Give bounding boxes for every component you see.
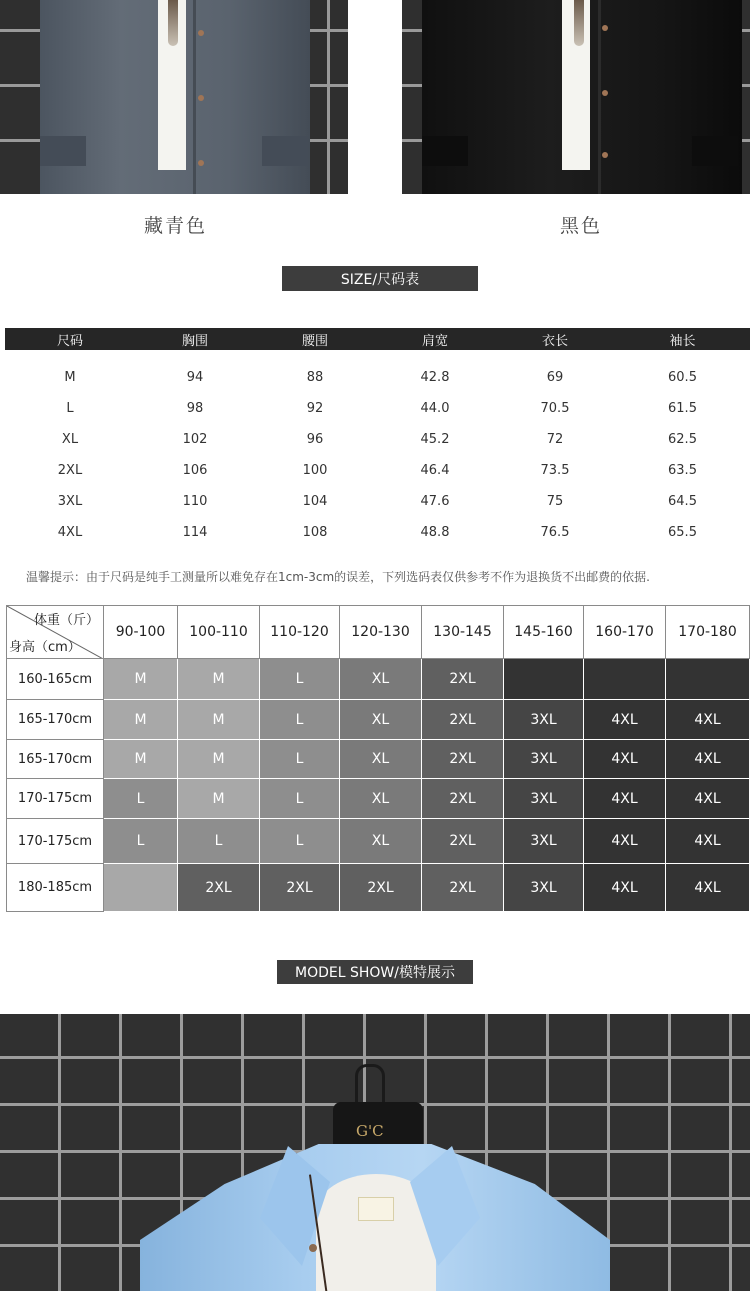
shirt-button <box>602 90 608 96</box>
weight-column-header: 110-120 <box>260 605 340 659</box>
table-cell: 114 <box>182 525 208 540</box>
shirt-cuff <box>422 136 468 166</box>
size-cell: L <box>260 819 340 864</box>
navy-color-label: 藏青色 <box>144 215 208 237</box>
table-row <box>5 455 750 486</box>
black-color-label: 黑色 <box>560 215 603 237</box>
size-cell: 2XL <box>422 700 504 740</box>
table-cell: 70.5 <box>540 401 570 416</box>
pendant-icon <box>574 0 584 46</box>
table-row <box>5 393 750 424</box>
size-cell: 2XL <box>422 740 504 779</box>
size-cell: 3XL <box>504 819 584 864</box>
measurement-notice: 温馨提示：由于尺码是纯手工测量所以难免存在1cm-3cm的误差，下列选码表仅供参考不作为退换货不出邮费的依据. <box>26 570 650 584</box>
table-cell: 4XL <box>57 525 83 540</box>
waist-col-header: 腰围 <box>301 333 328 349</box>
size-cell: 2XL <box>178 864 260 912</box>
table-cell: 45.2 <box>420 432 450 447</box>
navy-shirt-photo <box>0 0 348 194</box>
size-cell: 2XL <box>260 864 340 912</box>
shirt-button <box>198 30 204 36</box>
size-cell: 2XL <box>422 819 504 864</box>
size-cell: 2XL <box>340 864 422 912</box>
tee-label-tag <box>358 1197 394 1221</box>
table-cell: 104 <box>302 494 328 509</box>
model-show-header-label: MODEL SHOW/模特展示 <box>295 965 455 981</box>
size-table-header-row <box>5 328 750 350</box>
weight-column-header: 90-100 <box>104 605 178 659</box>
table-cell: 62.5 <box>668 432 697 447</box>
size-cell: 4XL <box>666 779 750 819</box>
size-cell: L <box>260 740 340 779</box>
table-cell: 3XL <box>57 494 83 509</box>
height-row-label: 165-170cm <box>6 700 104 740</box>
table-cell: 102 <box>182 432 208 447</box>
grid-corner-header <box>6 605 104 659</box>
size-cell: 4XL <box>584 740 666 779</box>
size-cell: L <box>178 819 260 864</box>
shirt-placket <box>193 0 196 194</box>
size-chart-header-label: SIZE/尺码表 <box>340 271 420 288</box>
size-cell: M <box>104 659 178 700</box>
size-cell: 3XL <box>504 779 584 819</box>
size-cell: 3XL <box>504 740 584 779</box>
shirt-button <box>602 25 608 31</box>
table-cell: L <box>66 401 74 416</box>
table-cell: M <box>64 370 76 385</box>
weight-column-header: 130-145 <box>422 605 504 659</box>
table-row <box>5 362 750 393</box>
size-cell: XL <box>340 659 422 700</box>
shirt-button <box>602 152 608 158</box>
height-row-label: 165-170cm <box>6 740 104 779</box>
size-cell: XL <box>340 700 422 740</box>
size-cell <box>104 864 178 912</box>
table-cell: 110 <box>182 494 208 509</box>
black-shirt-photo <box>402 0 750 194</box>
hanger-hook-icon <box>355 1064 385 1107</box>
table-cell: 96 <box>306 432 324 447</box>
weight-column-header: 145-160 <box>504 605 584 659</box>
table-row <box>5 486 750 517</box>
size-cell: M <box>178 779 260 819</box>
sleeve-col-header: 袖长 <box>669 333 696 349</box>
shirt-cuff <box>692 136 738 166</box>
table-cell: 94 <box>186 370 204 385</box>
table-cell: 48.8 <box>420 525 450 540</box>
size-cell: 4XL <box>584 779 666 819</box>
table-cell: 64.5 <box>668 494 697 509</box>
table-cell: 60.5 <box>668 370 697 385</box>
table-cell: 65.5 <box>668 525 697 540</box>
size-cell: 3XL <box>504 700 584 740</box>
size-cell: 2XL <box>422 659 504 700</box>
height-row-label: 160-165cm <box>6 659 104 700</box>
chest-col-header: 胸围 <box>181 333 208 349</box>
table-cell: 92 <box>306 401 324 416</box>
weight-column-header: 100-110 <box>178 605 260 659</box>
table-cell: 108 <box>302 525 328 540</box>
table-cell: 44.0 <box>420 401 450 416</box>
size-cell: XL <box>340 740 422 779</box>
table-cell: 63.5 <box>668 463 697 478</box>
size-cell: L <box>104 819 178 864</box>
table-cell: 75 <box>546 494 564 509</box>
shirt-button <box>309 1244 317 1252</box>
shirt-cuff <box>40 136 86 166</box>
table-cell: 61.5 <box>668 401 697 416</box>
size-cell: M <box>178 700 260 740</box>
table-row <box>5 424 750 455</box>
table-cell: 72 <box>546 432 564 447</box>
size-cell: 4XL <box>666 740 750 779</box>
size-col-header: 尺码 <box>56 333 83 349</box>
size-cell: 4XL <box>666 864 750 912</box>
length-col-header: 衣长 <box>541 333 568 349</box>
weight-column-header: 120-130 <box>340 605 422 659</box>
shirt-cuff <box>262 136 308 166</box>
weight-column-header: 160-170 <box>584 605 666 659</box>
pendant-icon <box>168 0 178 46</box>
size-cell: M <box>178 659 260 700</box>
table-row <box>5 517 750 548</box>
height-axis-label: 身高（cm） <box>9 640 81 655</box>
size-cell <box>666 659 750 700</box>
hanger-brand: G'C <box>356 1122 384 1140</box>
shirt-placket <box>598 0 601 194</box>
table-cell: 46.4 <box>420 463 450 478</box>
size-table <box>5 328 750 548</box>
table-cell: 2XL <box>57 463 83 478</box>
table-row <box>6 740 750 779</box>
size-cell: 4XL <box>666 819 750 864</box>
size-chart-header <box>282 266 478 291</box>
size-cell: L <box>260 779 340 819</box>
height-row-label: 170-175cm <box>6 819 104 864</box>
size-cell: 2XL <box>422 779 504 819</box>
size-cell: XL <box>340 779 422 819</box>
size-cell: 3XL <box>504 864 584 912</box>
size-cell: 4XL <box>584 700 666 740</box>
size-cell: XL <box>340 819 422 864</box>
table-cell: XL <box>61 432 79 447</box>
size-cell: L <box>104 779 178 819</box>
size-cell: 4XL <box>666 700 750 740</box>
size-cell: M <box>104 700 178 740</box>
shirt-button <box>198 95 204 101</box>
table-cell: 69 <box>546 370 564 385</box>
table-cell: 47.6 <box>420 494 450 509</box>
table-cell: 88 <box>306 370 324 385</box>
table-row <box>6 659 750 700</box>
weight-header-row <box>104 605 750 659</box>
table-row <box>6 819 750 864</box>
size-cell <box>504 659 584 700</box>
table-row <box>6 779 750 819</box>
size-cell: 2XL <box>422 864 504 912</box>
size-cell: L <box>260 659 340 700</box>
table-row <box>6 700 750 740</box>
size-recommendation-grid <box>6 605 750 913</box>
size-cell <box>584 659 666 700</box>
size-cell: L <box>260 700 340 740</box>
shirt-button <box>198 160 204 166</box>
size-cell: M <box>104 740 178 779</box>
height-row-label: 170-175cm <box>6 779 104 819</box>
model-photo <box>0 1014 750 1291</box>
shoulder-col-header: 肩宽 <box>421 333 448 349</box>
height-row-label: 180-185cm <box>6 864 104 912</box>
size-cell: 4XL <box>584 819 666 864</box>
table-cell: 76.5 <box>540 525 570 540</box>
table-cell: 100 <box>302 463 328 478</box>
model-show-header <box>277 960 473 984</box>
table-cell: 106 <box>182 463 208 478</box>
table-cell: 42.8 <box>420 370 450 385</box>
size-cell: M <box>178 740 260 779</box>
weight-axis-label: 体重（斤） <box>33 613 99 628</box>
size-cell: 4XL <box>584 864 666 912</box>
table-row <box>6 864 750 912</box>
table-cell: 73.5 <box>540 463 570 478</box>
table-cell: 98 <box>186 401 204 416</box>
weight-column-header: 170-180 <box>666 605 750 659</box>
